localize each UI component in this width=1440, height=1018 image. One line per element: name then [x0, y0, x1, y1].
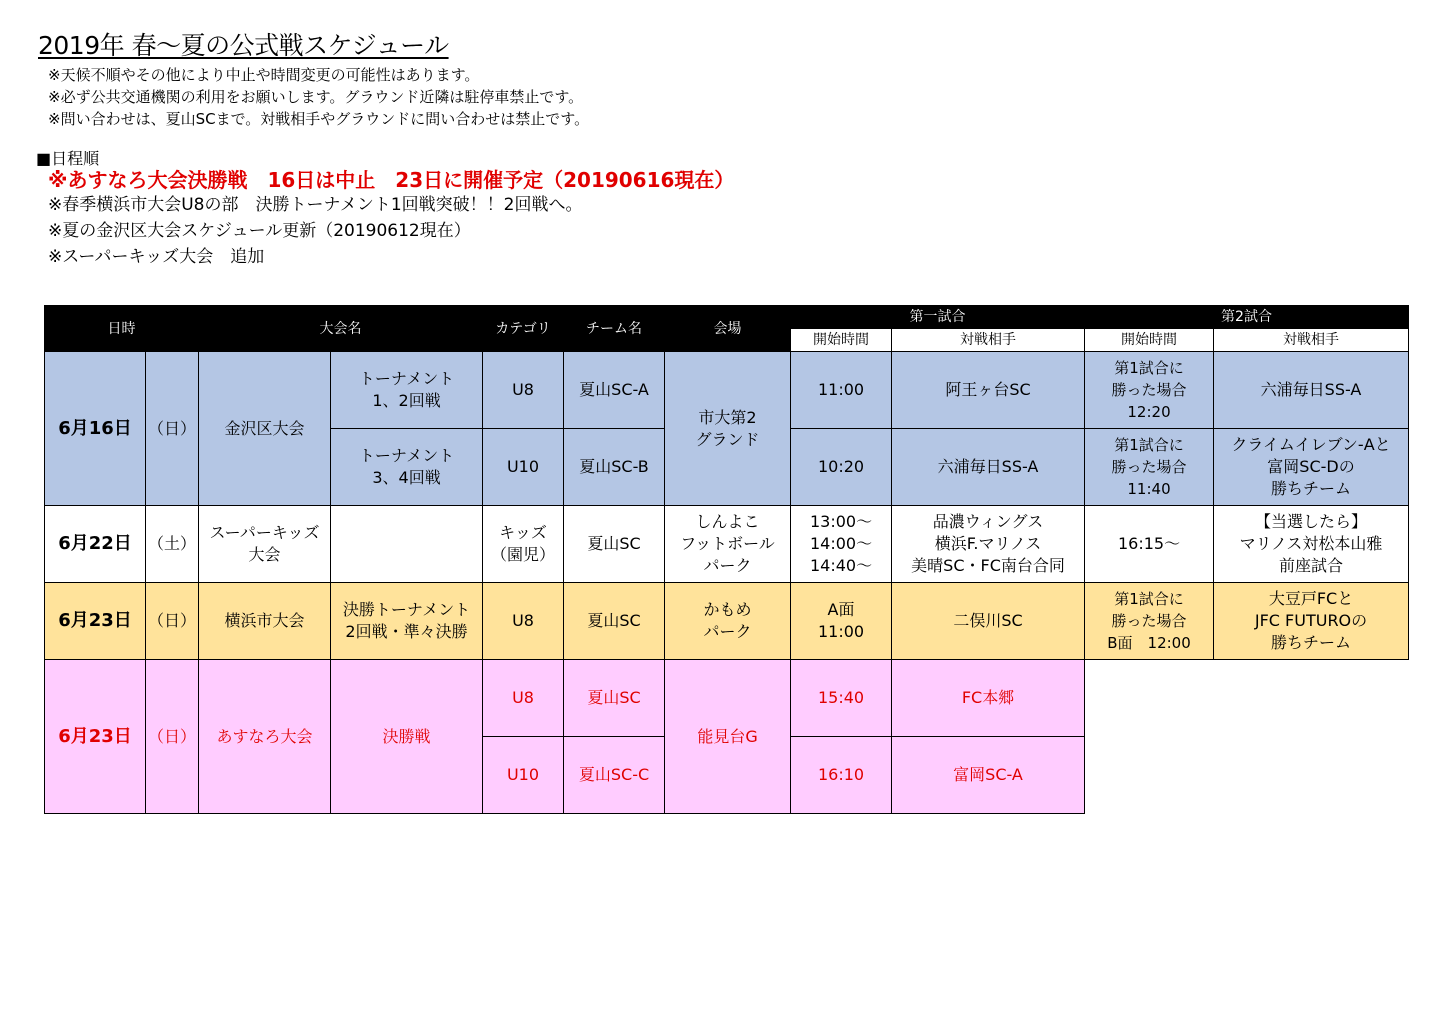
venue-cell: 市大第2 グランド — [665, 352, 791, 506]
category-cell: キッズ （園児） — [483, 506, 564, 583]
tournament-cell: 横浜市大会 — [199, 583, 331, 660]
category-cell: U10 — [483, 429, 564, 506]
team-cell: 夏山SC — [564, 506, 665, 583]
category-cell: U8 — [483, 352, 564, 429]
venue-cell: 能見台G — [665, 660, 791, 814]
opponent-cell: 阿王ヶ台SC — [892, 352, 1085, 429]
page-title: 2019年 春～夏の公式戦スケジュール — [38, 31, 449, 60]
opponent-cell: 六浦毎日SS-A — [1214, 352, 1409, 429]
header-start-time: 開始時間 — [791, 329, 892, 352]
opponent-cell: 二俣川SC — [892, 583, 1085, 660]
tournament-cell: あすなろ大会 — [199, 660, 331, 814]
notes — [48, 64, 589, 130]
category-cell: U8 — [483, 583, 564, 660]
start-time-cell: 第1試合に 勝った場合 12:20 — [1085, 352, 1214, 429]
opponent-cell: FC本郷 — [892, 660, 1085, 737]
day-cell: （土） — [146, 506, 199, 583]
start-time-cell: 第1試合に 勝った場合 11:40 — [1085, 429, 1214, 506]
stage-cell — [331, 506, 483, 583]
date-cell: 6月16日 — [45, 352, 146, 506]
opponent-cell: 大豆戸FCと JFC FUTUROの 勝ちチーム — [1214, 583, 1409, 660]
day-cell: （日） — [146, 660, 199, 814]
opponent-cell: クライムイレブン-Aと 富岡SC-Dの 勝ちチーム — [1214, 429, 1409, 506]
header-opponent: 対戦相手 — [1214, 329, 1409, 352]
stage-cell: トーナメント 1、2回戦 — [331, 352, 483, 429]
empty-cell — [1085, 737, 1214, 814]
empty-cell — [1214, 660, 1409, 737]
stage-cell: トーナメント 3、4回戦 — [331, 429, 483, 506]
start-time-cell: 16:15～ — [1085, 506, 1214, 583]
table-row — [45, 352, 1409, 429]
note-item: ※天候不順やその他により中止や時間変更の可能性はあります。 — [48, 66, 480, 84]
start-time-cell: 15:40 — [791, 660, 892, 737]
category-cell: U10 — [483, 737, 564, 814]
day-cell: （日） — [146, 352, 199, 506]
start-time-cell: 13:00～ 14:00～ 14:40～ — [791, 506, 892, 583]
table-row — [45, 506, 1409, 583]
section-title: ■日程順 — [36, 149, 100, 168]
header-datetime: 日時 — [45, 306, 199, 352]
stage-cell: 決勝トーナメント 2回戦・準々決勝 — [331, 583, 483, 660]
header-opponent: 対戦相手 — [892, 329, 1085, 352]
team-cell: 夏山SC-B — [564, 429, 665, 506]
start-time-cell: A面 11:00 — [791, 583, 892, 660]
table-row — [45, 583, 1409, 660]
tournament-cell: 金沢区大会 — [199, 352, 331, 506]
empty-cell — [1214, 737, 1409, 814]
note-item: ※必ず公共交通機関の利用をお願いします。グラウンド近隣は駐停車禁止です。 — [48, 88, 584, 106]
update-item: ※春季横浜市大会U8の部 決勝トーナメント1回戦突破！！2回戦へ。 — [48, 195, 583, 215]
date-cell: 6月23日 — [45, 583, 146, 660]
category-cell: U8 — [483, 660, 564, 737]
update-item: ※スーパーキッズ大会 追加 — [48, 247, 265, 267]
header-match1: 第一試合 — [791, 306, 1085, 329]
header-venue: 会場 — [665, 306, 791, 352]
venue-cell: かもめ パーク — [665, 583, 791, 660]
tournament-cell: スーパーキッズ 大会 — [199, 506, 331, 583]
date-cell: 6月23日 — [45, 660, 146, 814]
header-start-time: 開始時間 — [1085, 329, 1214, 352]
date-cell: 6月22日 — [45, 506, 146, 583]
note-item: ※問い合わせは、夏山SCまで。対戦相手やグラウンドに問い合わせは禁止です。 — [48, 110, 590, 128]
team-cell: 夏山SC — [564, 583, 665, 660]
header-team: チーム名 — [564, 306, 665, 352]
header-match2: 第2試合 — [1085, 306, 1409, 329]
schedule-table — [44, 305, 1409, 814]
opponent-cell: 六浦毎日SS-A — [892, 429, 1085, 506]
opponent-cell: 富岡SC-A — [892, 737, 1085, 814]
start-time-cell: 11:00 — [791, 352, 892, 429]
updates — [48, 168, 734, 270]
update-alert: ※あすなろ大会決勝戦 16日は中止 23日に開催予定（20190616現在） — [48, 168, 735, 192]
team-cell: 夏山SC — [564, 660, 665, 737]
table-row — [45, 660, 1409, 737]
start-time-cell: 10:20 — [791, 429, 892, 506]
start-time-cell: 16:10 — [791, 737, 892, 814]
team-cell: 夏山SC-A — [564, 352, 665, 429]
opponent-cell: 品濃ウィングス 横浜F.マリノス 美晴SC・FC南台合同 — [892, 506, 1085, 583]
team-cell: 夏山SC-C — [564, 737, 665, 814]
venue-cell: しんよこ フットボール パーク — [665, 506, 791, 583]
day-cell: （日） — [146, 583, 199, 660]
header-category: カテゴリ — [483, 306, 564, 352]
empty-cell — [1085, 660, 1214, 737]
header-tournament: 大会名 — [199, 306, 483, 352]
start-time-cell: 第1試合に 勝った場合 B面 12:00 — [1085, 583, 1214, 660]
stage-cell: 決勝戦 — [331, 660, 483, 814]
opponent-cell: 【当選したら】 マリノス対松本山雅 前座試合 — [1214, 506, 1409, 583]
update-item: ※夏の金沢区大会スケジュール更新（20190612現在） — [48, 221, 471, 241]
